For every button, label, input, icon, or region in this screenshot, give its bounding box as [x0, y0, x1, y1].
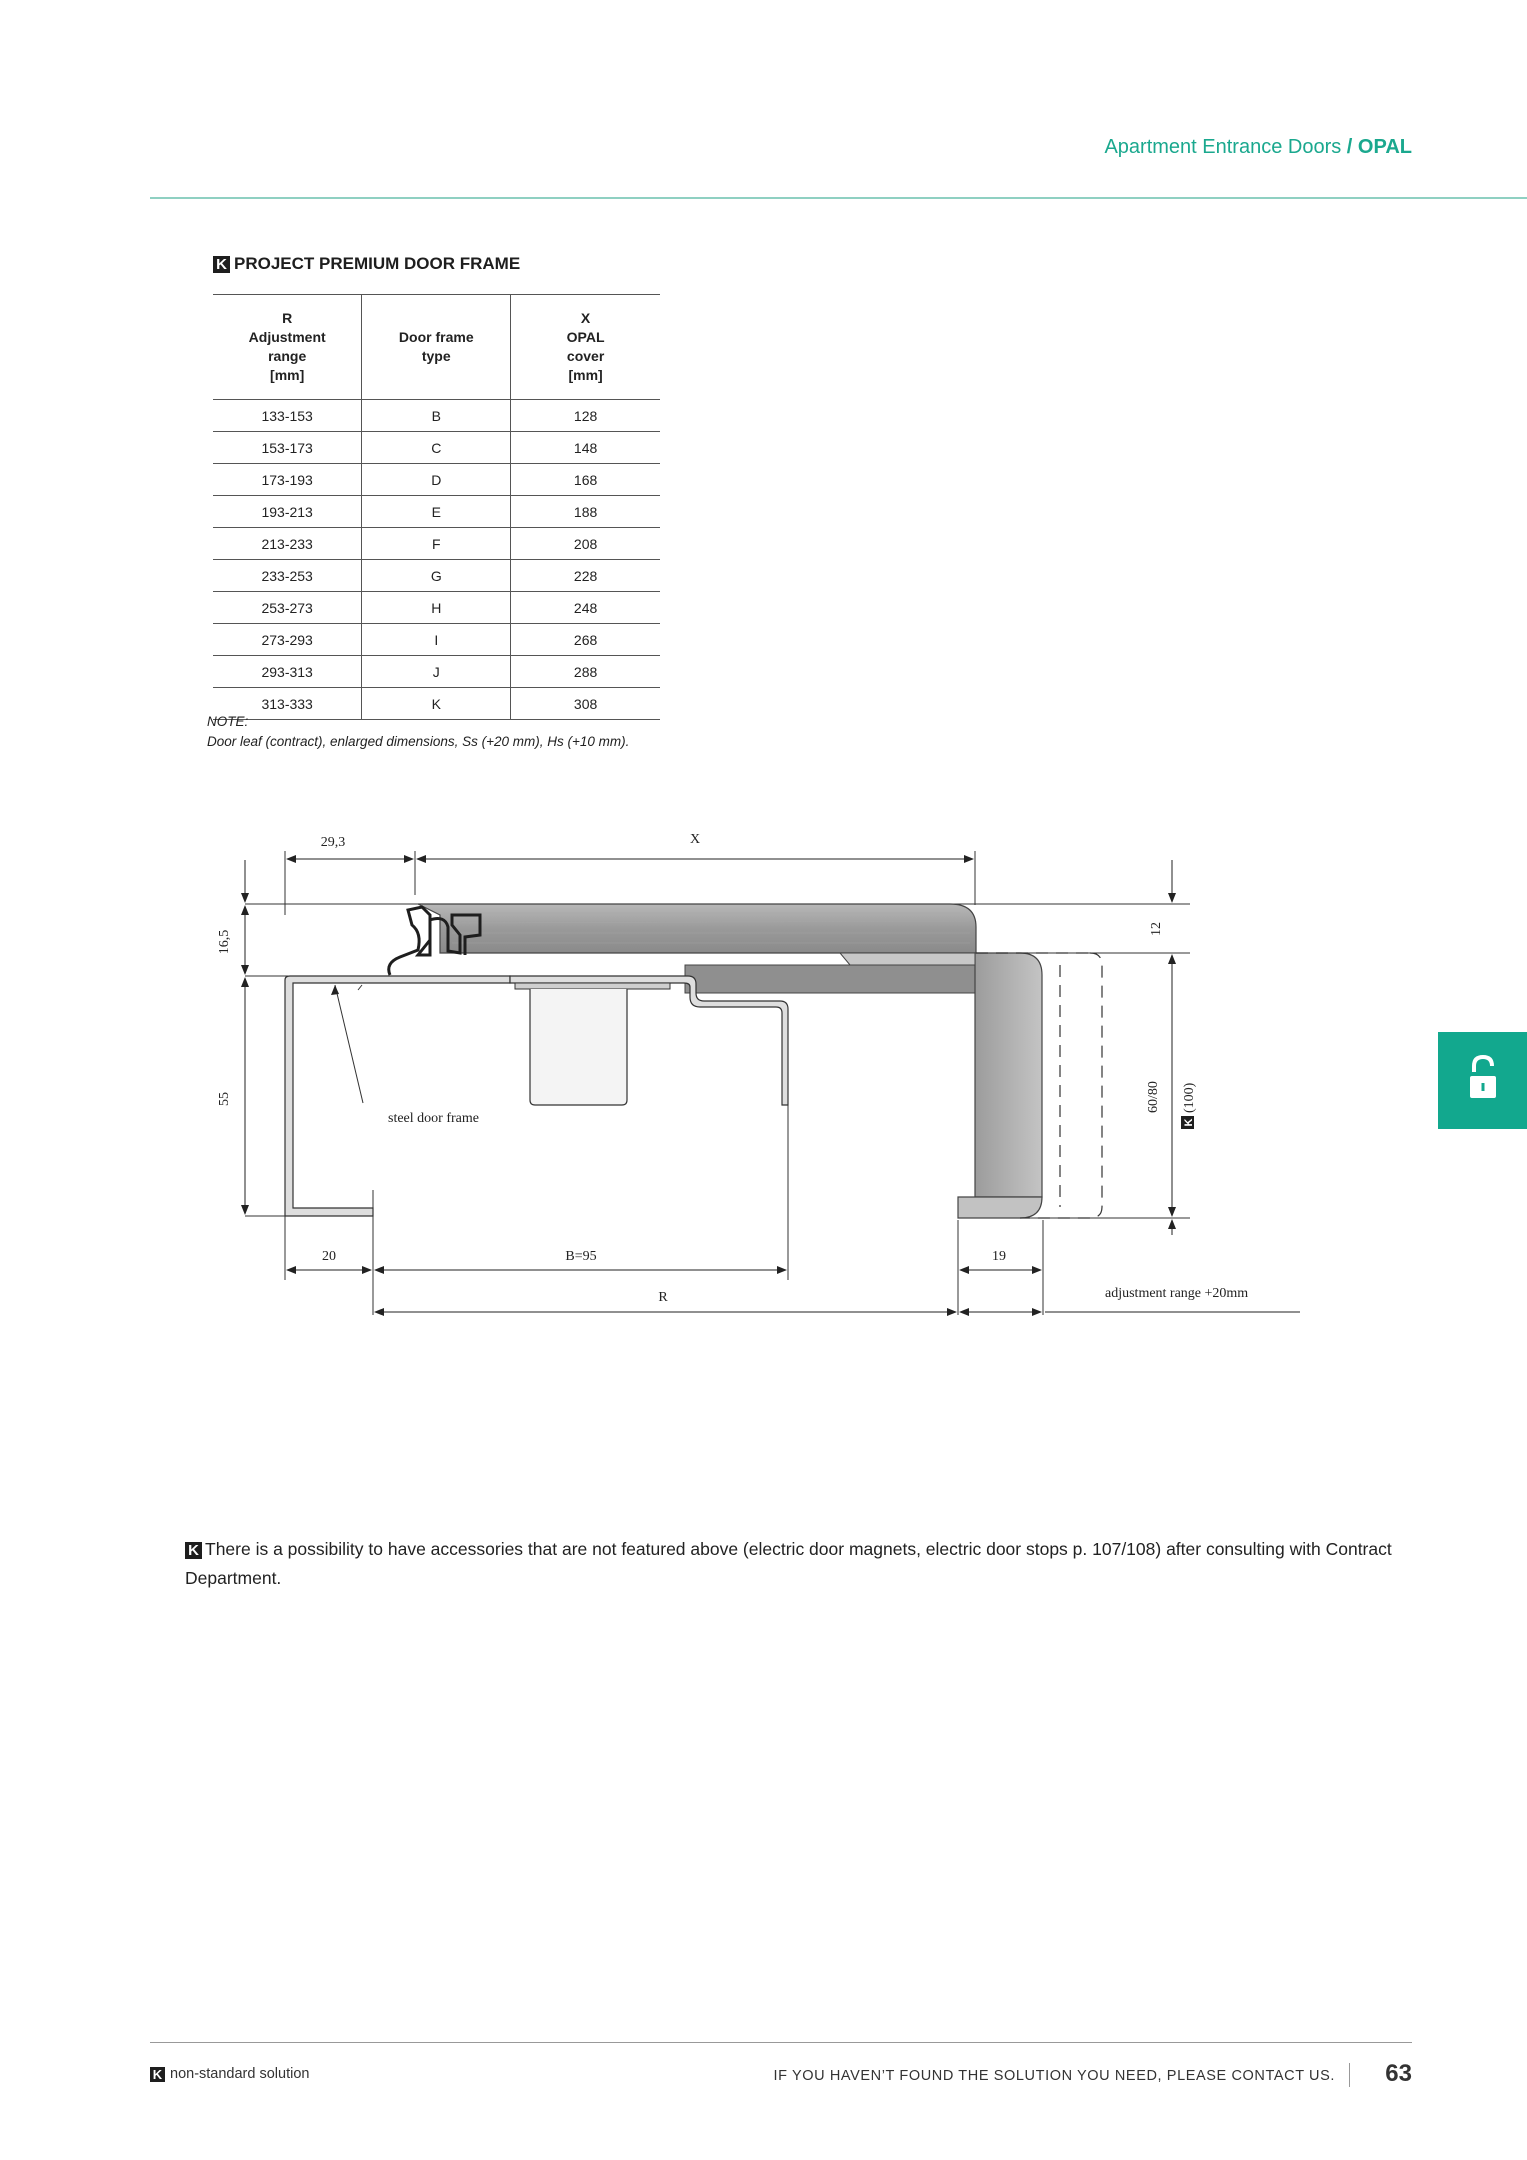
side-tab[interactable]: [1438, 1032, 1527, 1129]
table-header-row: [213, 295, 660, 400]
accessories-note-text: There is a possibility to have accessories that are not featured above (electric door magnets, electric door stops p. 107/108) after consulting with Contract Department.: [185, 1539, 1392, 1588]
header-separator: /: [1346, 136, 1353, 158]
dim-seal-label: 29,3: [320, 835, 346, 850]
table-row: 233-253 G 228: [213, 560, 660, 592]
steel-frame-label: steel door frame: [388, 1111, 479, 1126]
footer-left-text: non-standard solution: [170, 2066, 310, 2082]
dim-leaf-k-label: (100): [1182, 1082, 1197, 1113]
table-row: 133-153 B 128: [213, 400, 660, 432]
opal-cover-shape: [418, 904, 976, 953]
column-header-r: R Adjustment range [mm]: [213, 295, 362, 400]
header-section: Apartment Entrance Doors: [1104, 136, 1342, 158]
note-label: NOTE:: [207, 714, 249, 729]
footer-left: [150, 2066, 309, 2082]
door-frame-table: [213, 294, 660, 720]
table-row: 213-233 F 208: [213, 528, 660, 560]
dim-bottom-right-label: 19: [992, 1249, 1006, 1264]
adjustment-range-label: adjustment range +20mm: [1105, 1286, 1249, 1301]
footer-contact-text: IF YOU HAVEN’T FOUND THE SOLUTION YOU NEED, PLEASE CONTACT US.: [773, 2068, 1335, 2084]
hinge-box: [530, 989, 627, 1105]
cover-lower-strip: [685, 965, 975, 993]
table-row: 253-273 H 248: [213, 592, 660, 624]
column-header-type: Door frame type: [362, 295, 511, 400]
table-row: 173-193 D 168: [213, 464, 660, 496]
dim-leaf-label: 60/80: [1146, 1081, 1161, 1113]
footer-separator: [1349, 2063, 1350, 2087]
page-number: 63: [1385, 2060, 1412, 2087]
padlock-open-icon: [1438, 1032, 1527, 1129]
section-title: [213, 254, 520, 274]
k-logo-icon: K: [213, 256, 230, 273]
dim-left-label: 55: [217, 1092, 232, 1106]
steel-frame-profile: [285, 976, 510, 1216]
header-divider: [150, 197, 1527, 199]
dim-x-label: X: [689, 832, 701, 847]
dim-b-label: B=95: [565, 1249, 597, 1264]
k-mark-text: K: [1183, 1118, 1195, 1127]
footer-divider: [150, 2042, 1412, 2043]
table-row: 293-313 J 288: [213, 656, 660, 688]
dim-top-left-label: 16,5: [217, 929, 232, 955]
k-logo-icon: K: [185, 1542, 202, 1559]
accessories-note: [185, 1535, 1415, 1593]
k-logo-icon: K: [150, 2067, 165, 2082]
table-row: 273-293 I 268: [213, 624, 660, 656]
table-row: 153-173 C 148: [213, 432, 660, 464]
table-note: [207, 712, 629, 752]
note-text: Door leaf (contract), enlarged dimensions, Ss (+20 mm), Hs (+10 mm).: [207, 734, 630, 749]
door-frame-cross-section-diagram: [190, 815, 1350, 1335]
door-leaf-bottom: [958, 1197, 1042, 1218]
column-header-x: X OPAL cover [mm]: [511, 295, 660, 400]
header-title: [1104, 136, 1412, 159]
section-title-text: PROJECT PREMIUM DOOR FRAME: [234, 254, 521, 273]
dim-r-label: R: [658, 1290, 668, 1305]
table-row: 193-213 E 188: [213, 496, 660, 528]
dim-bottom-left-label: 20: [322, 1249, 336, 1264]
dim-right-top-label: 12: [1149, 922, 1164, 936]
door-leaf-edge: [975, 953, 1042, 1197]
header-product: OPAL: [1357, 136, 1412, 158]
table-row: 313-333 K 308: [213, 688, 660, 720]
